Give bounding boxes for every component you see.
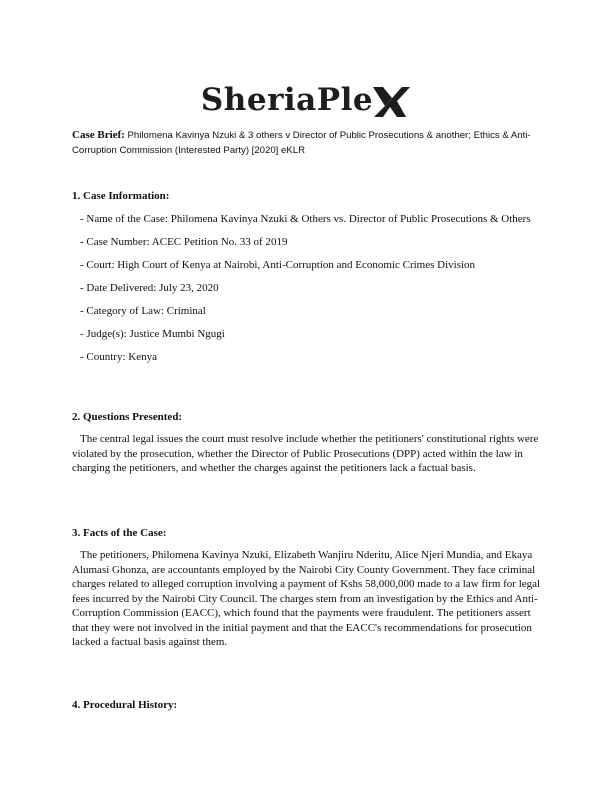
brand-logo (0, 78, 612, 122)
section-heading: 3. Facts of the Case: (72, 527, 167, 539)
section-questions-presented (72, 410, 542, 476)
logo-x-icon (371, 83, 411, 119)
section-case-information (72, 189, 542, 364)
section-heading: 1. Case Information: (72, 190, 170, 202)
info-country: - Country: Kenya (80, 351, 157, 363)
case-brief-citation: Philomena Kavinya Nzuki & 3 others v Director of Public Prosecutions & another; Ethics & Anti-Corruption Commission (Interested Party) [2020] eKLR (72, 130, 531, 156)
info-case-number: - Case Number: ACEC Petition No. 33 of 2019 (80, 236, 288, 248)
questions-paragraph: The central legal issues the court must resolve include whether the petitioners' constitutional rights were violated by the prosecution, whether the Director of Public Prosecutions (DPP) acted within the law in charging the petitioners, and whether the charges against the petitioners lack a factual basis. (72, 433, 539, 474)
info-category: - Category of Law: Criminal (80, 305, 206, 317)
info-judges: - Judge(s): Justice Mumbi Ngugi (80, 328, 225, 340)
section-heading: 4. Procedural History: (72, 699, 178, 711)
logo-text: SheriaPle (200, 81, 374, 118)
section-heading: 2. Questions Presented: (72, 411, 183, 423)
facts-paragraph: The petitioners, Philomena Kavinya Nzuki, Elizabeth Wanjiru Nderitu, Alice Njeri Mundia, and Ekaya Alumasi Ghonza, are accountants employed by the Nairobi City County Government. They face criminal charges related to alleged corruption involving a payment of Kshs 58,000,000 made to a law firm for legal fees incurred by the Nairobi City Council. The charges stem from an investigation by the Ethics and Anti-Corruption Commission (EACC), which found that the payments were fraudulent. The petitioners assert that they were not involved in the initial payment and that the EACC's recommendations for prosecution lacked a factual basis against them. (72, 549, 541, 648)
case-brief-label: Case Brief: (72, 129, 125, 141)
info-date-delivered: - Date Delivered: July 23, 2020 (80, 282, 219, 294)
info-court: - Court: High Court of Kenya at Nairobi, Anti-Corruption and Economic Crimes Division (80, 259, 476, 271)
logo-wordmark (201, 81, 411, 119)
section-procedural-history (72, 698, 542, 712)
section-facts (72, 526, 542, 650)
info-case-name: - Name of the Case: Philomena Kavinya Nzuki & Others vs. Director of Public Prosecutions & Others (80, 213, 531, 225)
case-brief-title (72, 128, 542, 158)
